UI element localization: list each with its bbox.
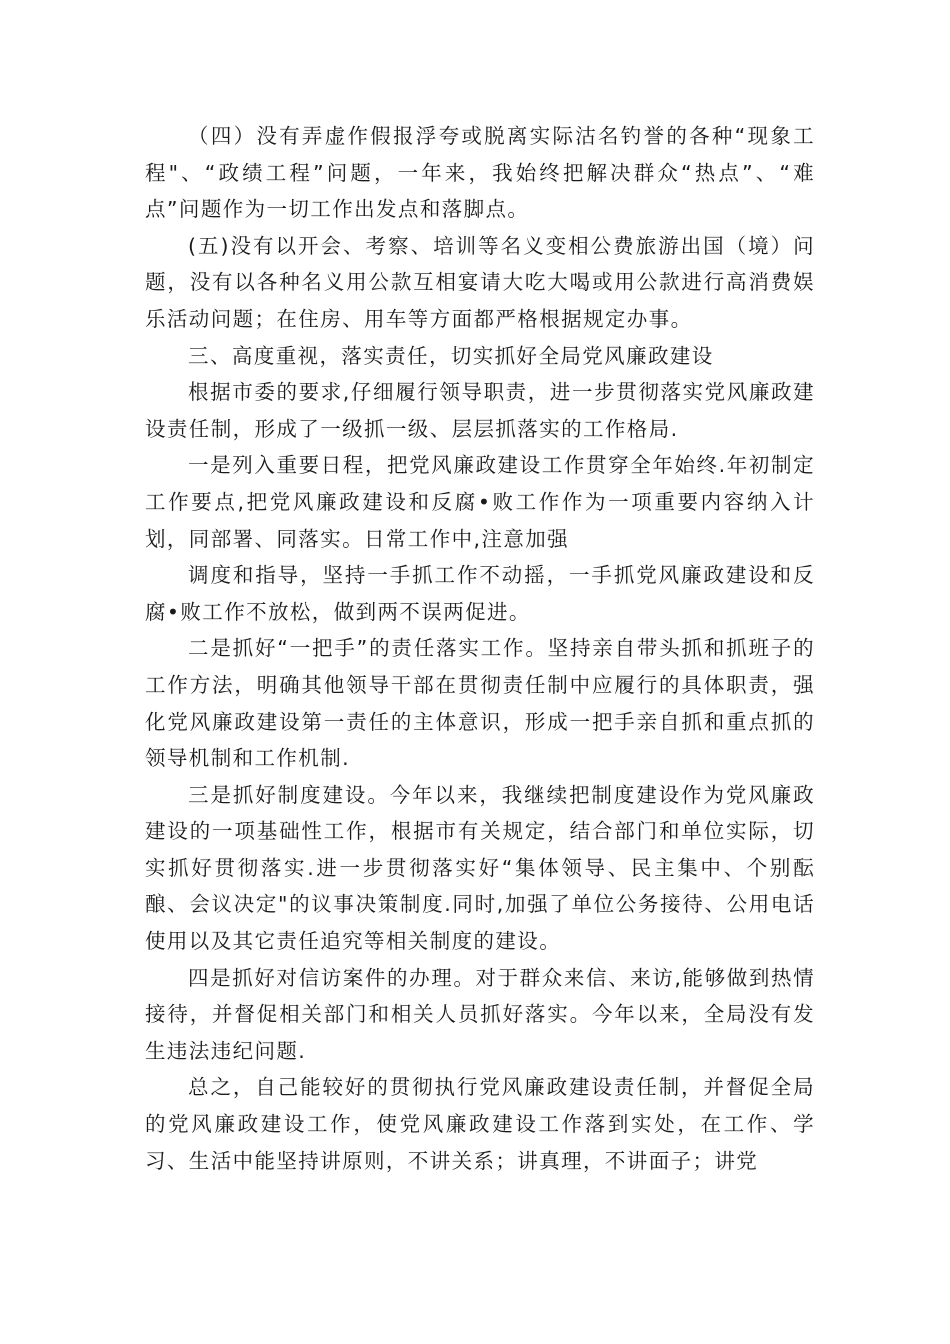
paragraph-point-4: 四是抓好对信访案件的办理。对于群众来信、来访,能够做到热情接待，并督促相关部门和相关人员抓好落实。今年以来，全局没有发生违法违纪问题. <box>145 965 815 1063</box>
paragraph-point-1: 一是列入重要日程，把党风廉政建设工作贯穿全年始终.年初制定工作要点,把党风廉政建设和反腐•败工作作为一项重要内容纳入计划，同部署、同落实。日常工作中,注意加强 <box>145 453 815 551</box>
section-heading-3: 三、高度重视，落实责任，切实抓好全局党风廉政建设 <box>188 343 714 368</box>
document-body <box>145 118 815 1179</box>
paragraph-item-5: (五)没有以开会、考察、培训等名义变相公费旅游出国（境）问题，没有以各种名义用公款互相宴请大吃大喝或用公款进行高消费娱乐活动问题；在住房、用车等方面都严格根据规定办事。 <box>145 233 815 331</box>
paragraph-point-2: 二是抓好“一把手”的责任落实工作。坚持亲自带头抓和抓班子的工作方法，明确其他领导干部在贯彻责任制中应履行的具体职责，强化党风廉政建设第一责任的主体意识，形成一把手亲自抓和重点抓的领导机制和工作机制. <box>145 636 815 771</box>
paragraph-summary: 总之，自己能较好的贯彻执行党风廉政建设责任制，并督促全局的党风廉政建设工作，使党风廉政建设工作落到实处，在工作、学习、生活中能坚持讲原则，不讲关系；讲真理，不讲面子；讲党 <box>145 1075 815 1173</box>
paragraph-intro: 根据市委的要求,仔细履行领导职责，进一步贯彻落实党风廉政建设责任制，形成了一级抓一级、层层抓落实的工作格局. <box>145 380 815 441</box>
paragraph-point-1-cont: 调度和指导，坚持一手抓工作不动摇，一手抓党风廉政建设和反腐•败工作不放松，做到两不误两促进。 <box>145 563 815 624</box>
paragraph-point-3: 三是抓好制度建设。今年以来，我继续把制度建设作为党风廉政建设的一项基础性工作，根据市有关规定，结合部门和单位实际，切实抓好贯彻落实.进一步贯彻落实好“集体领导、民主集中、个别酝酿、会议决定"的议事决策制度.同时,加强了单位公务接待、公用电话使用以及其它责任追究等相关制度的建设。 <box>145 782 815 954</box>
paragraph-item-4: （四）没有弄虚作假报浮夸或脱离实际沽名钓誉的各种“现象工程"、“政绩工程”问题，一年来，我始终把解决群众“热点”、“难点”问题作为一切工作出发点和落脚点。 <box>145 124 815 222</box>
